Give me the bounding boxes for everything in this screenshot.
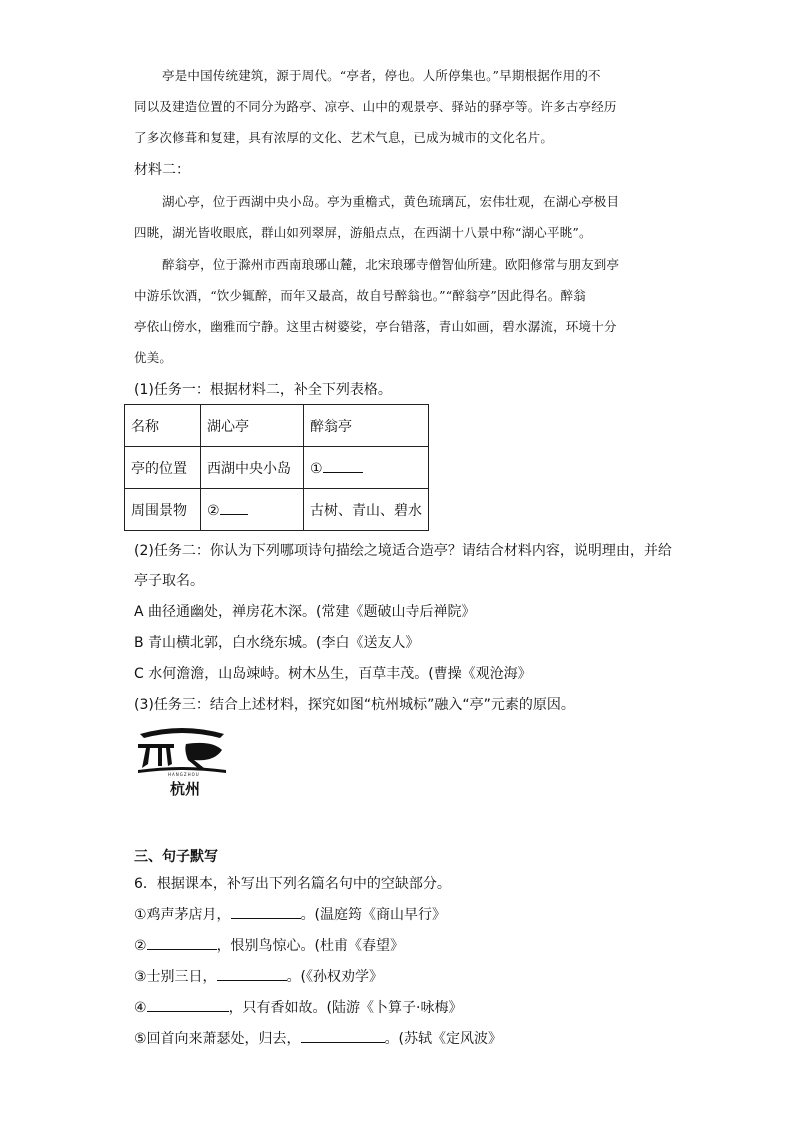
fill-item-1 [134, 904, 446, 924]
fill-item-post: 。(苏轼《定风波》 [384, 1031, 503, 1047]
material2-p2-line2: 中游乐饮酒，“饮少辄醉，而年又最高，故自号醉翁也。”“醉翁亭”因此得名。醉翁 [134, 288, 586, 303]
section3-heading: 三、句子默写 [134, 849, 218, 865]
fill-item-post: ，只有香如故。(陆游《卜算子·咏梅》 [228, 1000, 463, 1016]
answer-blank[interactable] [147, 935, 217, 950]
task2-option-a: A 曲径通幽处，禅房花木深。(常建《题破山寺后禅院》 [134, 604, 476, 620]
blank-marker-1: ① [310, 461, 323, 477]
table-cell [304, 447, 429, 489]
table-row [125, 405, 429, 447]
material2-p1-line2: 四眺，湖光皆收眼底，群山如列翠屏，游船点点，在西湖十八景中称“湖心平眺”。 [134, 225, 592, 240]
table-cell [201, 489, 304, 531]
task2-option-b: B 青山横北郭，白水绕东城。(李白《送友人》 [134, 635, 420, 651]
material2-heading: 材料二： [134, 162, 190, 178]
fill-item-post: 。(温庭筠《商山早行》 [300, 907, 447, 923]
hangzhou-city-logo [134, 720, 230, 800]
answer-blank-1[interactable] [323, 458, 363, 473]
fill-item-pre: ⑤回首向来萧瑟处，归去， [134, 1031, 301, 1047]
task3-prompt: (3)任务三：结合上述材料，探究如图“杭州城标”融入“亭”元素的原因。 [134, 697, 575, 713]
task2-line2: 亭子取名。 [134, 573, 204, 589]
task1-prompt: (1)任务一：根据材料二，补全下列表格。 [134, 382, 392, 398]
fill-item-pre: ② [134, 938, 147, 954]
answer-blank[interactable] [231, 904, 301, 919]
answer-blank[interactable] [147, 997, 229, 1012]
fill-item-2 [134, 935, 404, 955]
question-6: 6．根据课本，补写出下列名篇名句中的空缺部分。 [134, 876, 451, 892]
material1-line2: 同以及建造位置的不同分为路亭、凉亭、山中的观景亭、驿站的驿亭等。许多古亭经历 [134, 99, 617, 114]
fill-item-3 [134, 966, 383, 986]
fill-item-4 [134, 997, 462, 1017]
fill-item-pre: ①鸡声茅店月， [134, 907, 231, 923]
logo-caption: 杭州 [170, 780, 201, 798]
task2-line1: (2)任务二：你认为下列哪项诗句描绘之境适合造亭？请结合材料内容，说明理由，并给 [134, 543, 672, 559]
logo-caption-small: HANGZHOU [168, 772, 200, 777]
table-cell: 西湖中央小岛 [201, 447, 304, 489]
material2-p2-line1: 醉翁亭，位于滁州市西南琅琊山麓，北宋琅琊寺僧智仙所建。欧阳修常与朋友到亭 [162, 257, 620, 272]
fill-item-post: ，恨别鸟惊心。(杜甫《春望》 [216, 938, 405, 954]
fill-item-post: 。(《孙权劝学》 [286, 969, 384, 985]
table-row [125, 489, 429, 531]
material1-line1: 亭是中国传统建筑，源于周代。“亭者，停也。人所停集也。”早期根据作用的不 [162, 68, 601, 83]
pavilion-table [124, 404, 429, 531]
material2-p1-line1: 湖心亭，位于西湖中央小岛。亭为重檐式，黄色琉璃瓦，宏伟壮观，在湖心亭极目 [162, 194, 620, 209]
table-cell: 周围景物 [125, 489, 201, 531]
table-cell: 醉翁亭 [304, 405, 429, 447]
fill-item-pre: ④ [134, 1000, 147, 1016]
answer-blank[interactable] [301, 1028, 385, 1043]
table-cell: 名称 [125, 405, 201, 447]
answer-blank-2[interactable] [220, 500, 248, 515]
fill-item-5 [134, 1028, 502, 1048]
table-cell: 亭的位置 [125, 447, 201, 489]
blank-marker-2: ② [207, 503, 220, 519]
material2-p2-line4: 优美。 [134, 350, 173, 365]
material1-line3: 了多次修葺和复建，具有浓厚的文化、艺术气息，已成为城市的文化名片。 [134, 130, 554, 145]
table-row [125, 447, 429, 489]
material2-p2-line3: 亭依山傍水，幽雅而宁静。这里古树婆娑，亭台错落，青山如画，碧水潺流，环境十分 [134, 319, 617, 334]
fill-item-pre: ③士别三日， [134, 969, 217, 985]
table-cell: 湖心亭 [201, 405, 304, 447]
answer-blank[interactable] [217, 966, 287, 981]
task2-option-c: C 水何澹澹，山岛竦峙。树木丛生，百草丰茂。(曹操《观沧海》 [134, 666, 532, 682]
table-cell: 古树、青山、碧水 [304, 489, 429, 531]
